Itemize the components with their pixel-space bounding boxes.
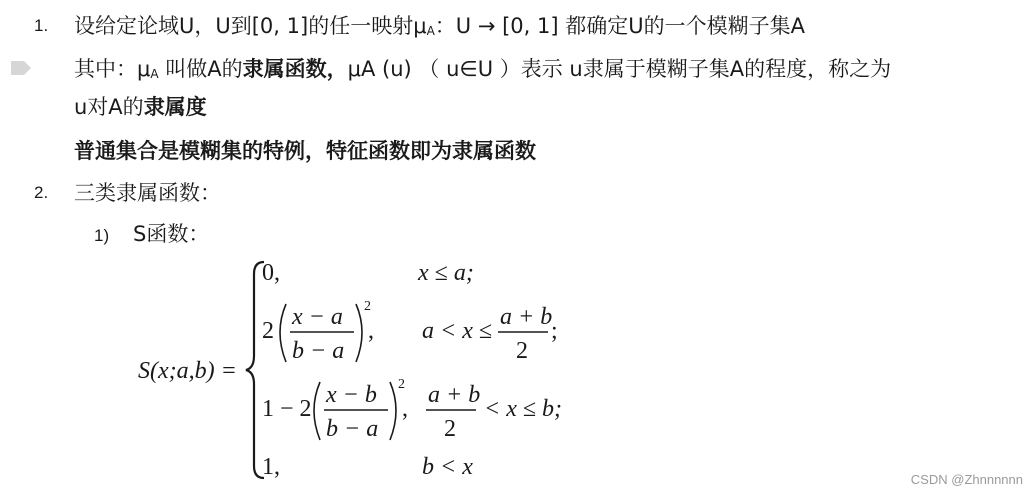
case-2-cond-frac-denominator: 2	[516, 338, 528, 364]
case-3-frac-denominator: b − a	[326, 416, 379, 442]
case-1-condition: x ≤ a;	[418, 260, 474, 286]
membership-degree-definition	[74, 92, 207, 122]
case-2-frac-numerator: x − a	[292, 304, 343, 330]
special-case-note: 普通集合是模糊集的特例，特征函数即为隶属函数	[74, 139, 536, 163]
case-3-cond-frac-numerator: a + b	[428, 382, 481, 408]
case-3-cond-frac-denominator: 2	[444, 416, 456, 442]
case-3-exponent: 2	[398, 377, 405, 392]
definition-text-c: μA (u) （ u∈U ）表示 u隶属于模糊子集A的程度，称之为	[347, 57, 892, 81]
definition-text-b: 叫做A的	[158, 57, 243, 81]
case-4-value: 1,	[262, 454, 280, 480]
case-3-left-paren	[314, 382, 320, 440]
item-1-text-b: ：U → [0, 1] 都确定U的一个模糊子集A	[434, 14, 805, 38]
case-3-condition-right: < x ≤ b;	[484, 396, 563, 422]
item-1-text	[74, 11, 805, 46]
case-1-value: 0,	[262, 260, 280, 286]
case-2-right-paren	[356, 304, 362, 362]
case-2-frac-denominator: b − a	[292, 338, 345, 364]
item-2-sub-1-text: S函数：	[133, 222, 210, 246]
s-function-formula	[130, 252, 600, 487]
case-3-right-paren	[390, 382, 396, 440]
item-1-number: 1.	[34, 16, 49, 35]
case-3-frac-numerator: x − b	[326, 382, 377, 408]
case-2-cond-frac-numerator: a + b	[500, 304, 553, 330]
case-2-semicolon: ;	[551, 318, 558, 344]
mu-subscript: A	[426, 24, 435, 38]
item-1-text-a: 设给定论域U，U到[0, 1]的任一映射μ	[74, 14, 427, 38]
arrow-bullet-icon	[10, 59, 32, 77]
case-3-comma: ,	[402, 396, 408, 422]
degree-text-a: u对A的	[74, 95, 144, 119]
membership-degree-term: 隶属度	[143, 95, 207, 119]
case-2-exponent: 2	[364, 299, 371, 314]
item-2-text: 三类隶属函数：	[74, 181, 221, 205]
item-2-sub-1-number: 1)	[94, 226, 110, 245]
definition-text-a: 其中：μ	[74, 57, 151, 81]
case-2-prefix: 2	[262, 318, 274, 344]
membership-function-definition	[74, 54, 891, 89]
cases-brace	[246, 262, 264, 478]
case-2-condition-left: a < x ≤	[422, 318, 493, 344]
formula-lhs: S(x;a,b) =	[138, 358, 237, 384]
mu-subscript: A	[150, 67, 159, 81]
case-4-condition: b < x	[422, 454, 473, 480]
watermark: CSDN @Zhnnnnnn	[910, 472, 1023, 487]
case-2-left-paren	[280, 304, 286, 362]
case-2-comma: ,	[368, 318, 374, 344]
membership-function-term: 隶属函数，	[242, 57, 348, 81]
item-2-number: 2.	[34, 183, 49, 202]
case-3-prefix: 1 − 2	[262, 396, 312, 422]
